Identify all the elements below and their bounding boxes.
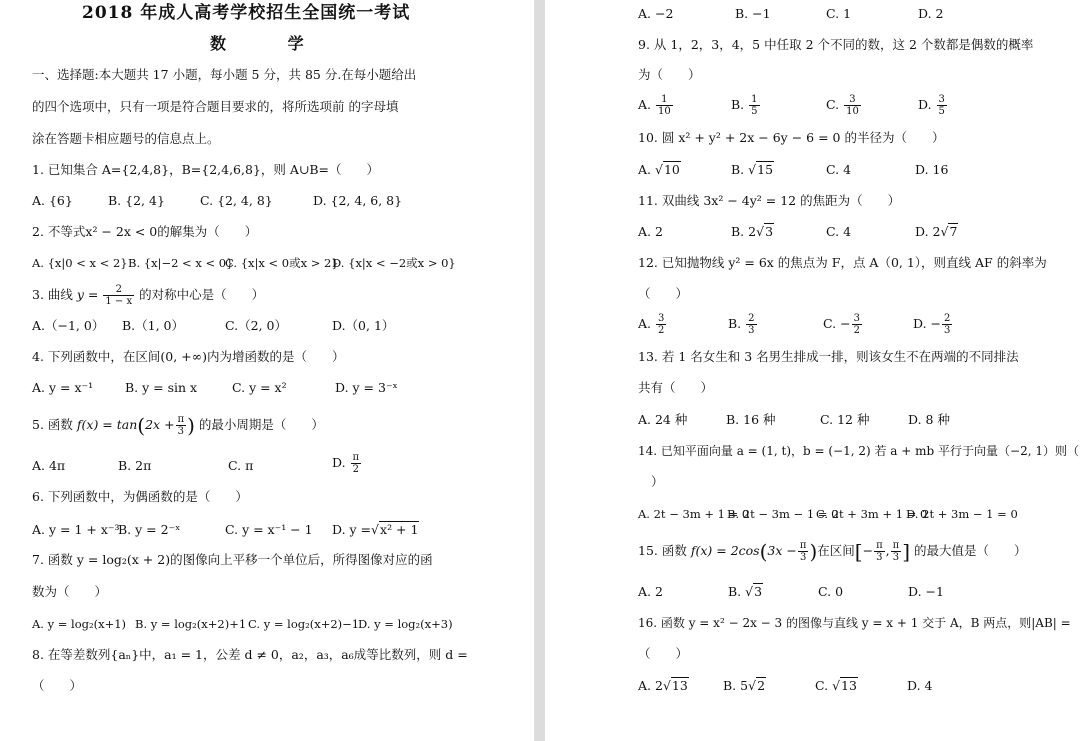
question-16-line-2: （ ） — [638, 646, 689, 661]
q12-b-label: B. — [728, 316, 742, 331]
q3-numerator: 2 — [103, 284, 134, 296]
q9-option-b — [731, 94, 761, 117]
q15-b-label: B. — [728, 584, 742, 599]
q15-option-a: A. 2 — [638, 584, 663, 599]
q3-option-d: D.（0, 1） — [332, 318, 395, 333]
q12-option-b — [728, 313, 758, 336]
q6-d-label: D. y = — [332, 522, 372, 537]
q12-d-numerator: 2 — [944, 313, 951, 324]
q8-option-a: A. −2 — [638, 6, 674, 21]
q15-interval-right-num: π — [892, 540, 900, 551]
q15-interval-sign: − — [862, 543, 874, 558]
q7-option-b: B. y = log₂(x+2)+1 — [135, 617, 247, 631]
sqrt-symbol-icon: √ — [745, 584, 754, 599]
q15-paren-close: ) — [809, 539, 818, 564]
q9-c-label: C. — [826, 97, 840, 112]
q15-bracket-open: [ — [854, 539, 863, 564]
q15-b-radicand: 3 — [754, 584, 763, 599]
question-9-line-1: 9. 从 1，2，3，4，5 中任取 2 个不同的数，这 2 个数都是偶数的概率 — [638, 37, 1034, 52]
question-6: 6. 下列函数中，为偶函数的是（ ） — [32, 489, 248, 504]
q3-option-c: C.（2, 0） — [225, 318, 287, 333]
q16-b-label: B. 5 — [723, 678, 749, 693]
intro-line-3: 涂在答题卡相应题号的信息点上。 — [32, 131, 220, 146]
q8-option-c: C. 1 — [826, 6, 852, 21]
q6-option-a: A. y = 1 + x⁻³ — [32, 522, 120, 537]
q12-b-denominator: 3 — [748, 325, 755, 336]
q9-b-numerator: 1 — [751, 94, 758, 105]
q15-fraction — [798, 540, 809, 563]
q13-option-a: A. 24 种 — [638, 412, 688, 427]
q1-option-c: C. {2, 4, 8} — [200, 193, 273, 208]
q8-option-d: D. 2 — [918, 6, 944, 21]
q11-option-a: A. 2 — [638, 224, 663, 239]
question-16-line-1: 16. 函数 y = x² − 2x − 3 的图像与直线 y = x + 1 交于 A，B 两点，则|AB| = — [638, 616, 1071, 630]
q10-b-label: B. — [731, 162, 745, 177]
q5-option-c: C. π — [228, 458, 254, 473]
q9-option-a — [638, 94, 674, 117]
q15-argument: 3x − — [767, 543, 797, 558]
q15-interval-left-den: 3 — [876, 552, 883, 563]
q7-option-c: C. y = log₂(x+2)−1 — [248, 617, 360, 631]
q3-denominator: 1 − x — [105, 296, 133, 307]
q12-b-fraction — [746, 313, 756, 336]
q15-paren-open: ( — [759, 539, 768, 564]
q10-b-radicand: 15 — [757, 162, 774, 177]
question-14-line-2: ） — [651, 474, 664, 489]
q5-numerator: π — [177, 414, 185, 425]
q16-option-a — [638, 678, 689, 694]
q6-d-radicand: x² + 1 — [380, 522, 419, 537]
q15-interval-left-num: π — [876, 540, 883, 551]
question-9-line-2: 为（ ） — [638, 67, 701, 82]
q12-a-denominator: 2 — [658, 325, 665, 336]
q12-c-label: C. — [823, 316, 837, 331]
q15-interval-right-den: 3 — [892, 552, 900, 563]
q14-option-a: A. 2t − 3m + 1 = 0 — [638, 507, 750, 521]
exam-title: 2018 年成人高考学校招生全国统一考试 — [82, 3, 411, 23]
q9-d-numerator: 3 — [938, 94, 945, 105]
q4-option-d: D. y = 3⁻ˣ — [335, 380, 398, 395]
right-page — [545, 0, 1080, 741]
q10-option-d: D. 16 — [915, 162, 949, 177]
q15-denominator: 3 — [799, 552, 807, 563]
question-2: 2. 不等式x² − 2x < 0的解集为（ ） — [32, 224, 258, 239]
question-7-line-1: 7. 函数 y = log₂(x + 2)的图像向上平移一个单位后，所得图像对应的函 — [32, 552, 433, 567]
q6-option-c: C. y = x⁻¹ − 1 — [225, 522, 313, 537]
q2-option-d: D. {x|x < −2或x > 0} — [332, 256, 456, 270]
q10-a-radicand: 10 — [663, 162, 680, 177]
subject-title: 数 学 — [210, 34, 332, 53]
q12-c-numerator: 3 — [853, 313, 860, 324]
question-13-line-2: 共有（ ） — [638, 380, 714, 395]
q16-a-label: A. 2 — [638, 678, 663, 693]
q4-option-c: C. y = x² — [232, 380, 287, 395]
intro-line-1: 一、选择题:本大题共 17 小题，每小题 5 分，共 85 分.在每小题给出 — [32, 67, 417, 82]
q4-option-a: A. y = x⁻¹ — [32, 380, 94, 395]
q5-paren-close: ) — [187, 413, 195, 438]
q16-a-radicand: 13 — [671, 678, 688, 693]
q12-c-fraction — [852, 313, 862, 336]
q1-option-b: B. {2, 4} — [108, 193, 165, 208]
q11-option-b — [731, 224, 774, 240]
q5-option-d — [332, 452, 362, 475]
sqrt-symbol-icon: √ — [832, 678, 841, 693]
q8-option-b: B. −1 — [735, 6, 771, 21]
q9-a-fraction — [656, 94, 673, 117]
q2-option-a: A. {x|0 < x < 2} — [32, 256, 128, 270]
q16-option-d: D. 4 — [907, 678, 933, 693]
q15-function: f(x) = 2cos — [690, 543, 760, 558]
q15-interval-right — [891, 540, 902, 563]
left-page — [0, 0, 534, 741]
q5-d-label: D. — [332, 455, 346, 470]
q5-prefix: 5. 函数 — [32, 417, 73, 432]
q10-option-b — [731, 162, 774, 178]
q12-d-fraction — [942, 313, 952, 336]
q6-option-d — [332, 522, 419, 538]
q5-fraction — [176, 414, 187, 437]
q11-b-radicand: 3 — [765, 224, 774, 239]
q5-argument: 2x + — [145, 417, 175, 432]
q3-option-a: A.（−1, 0） — [32, 318, 105, 333]
question-13-line-1: 13. 若 1 名女生和 3 名男生排成一排，则该女生不在两端的不同排法 — [638, 349, 1019, 364]
sqrt-symbol-icon: √ — [748, 678, 757, 693]
intro-line-2: 的四个选项中，只有一项是符合题目要求的，将所选项前 的字母填 — [32, 99, 399, 114]
q12-a-numerator: 3 — [658, 313, 665, 324]
q7-option-d: D. y = log₂(x+3) — [358, 617, 453, 631]
q5-function: f(x) = tan — [76, 417, 138, 432]
q2-option-c: C. {x|x < 0或x > 2} — [225, 256, 339, 270]
question-15: 15. 函数 f(x) = 2cos(3x − $\frac{\pi}{3}$ )在区间[− $\frac{\pi}{3}$ , $\frac{\pi}{3}$ ] 的最大值是（ ） — [638, 539, 1027, 564]
q16-c-label: C. — [815, 678, 829, 693]
q15-option-b — [728, 584, 763, 600]
q2-option-b: B. {x|−2 < x < 0} — [128, 256, 234, 270]
question-5 — [32, 414, 324, 437]
q5-d-numerator: π — [352, 452, 360, 463]
q15-suffix: 的最大值是（ ） — [914, 543, 1027, 558]
q10-a-label: A. — [638, 162, 652, 177]
q11-b-label: B. 2 — [731, 224, 757, 239]
q10-option-a — [638, 162, 681, 178]
q5-paren-open: ( — [137, 413, 146, 438]
q9-a-denominator: 10 — [658, 106, 671, 117]
q15-option-d: D. −1 — [908, 584, 944, 599]
q12-option-c — [823, 313, 863, 336]
question-11: 11. 双曲线 3x² − 4y² = 12 的焦距为（ ） — [638, 193, 901, 208]
q14-option-d: D. 2t + 3m − 1 = 0 — [906, 507, 1018, 521]
q9-c-numerator: 3 — [844, 94, 861, 106]
q13-option-c: C. 12 种 — [820, 412, 870, 427]
q12-option-a — [638, 313, 667, 336]
q14-option-c: C. 2t + 3m + 1 = 0 — [816, 507, 928, 521]
q15-bracket-close: ] — [902, 539, 911, 564]
q9-b-label: B. — [731, 97, 745, 112]
q10-option-c: C. 4 — [826, 162, 852, 177]
sqrt-symbol-icon: √ — [756, 224, 765, 239]
q12-a-label: A. — [638, 316, 652, 331]
q9-option-c — [826, 94, 862, 117]
question-14-line-1: 14. 已知平面向量 a = (1, t)，b = (−1, 2) 若 a + mb 平行于向量（−2, 1）则（ — [638, 444, 1079, 458]
q12-d-sign: − — [930, 316, 942, 331]
q15-prefix: 15. 函数 — [638, 543, 687, 558]
question-8-line-2: （ ） — [32, 678, 83, 693]
question-7-line-2: 数为（ ） — [32, 584, 108, 599]
q3-option-b: B.（1, 0） — [122, 318, 185, 333]
q5-suffix: 的最小周期是（ ） — [198, 417, 324, 432]
sqrt-symbol-icon: √ — [655, 162, 663, 177]
q5-d-denominator: 2 — [352, 464, 360, 475]
q15-option-c: C. 0 — [818, 584, 844, 599]
q3-y: y = — [76, 287, 99, 302]
q9-a-numerator: 1 — [656, 94, 673, 106]
q5-option-b: B. 2π — [118, 458, 152, 473]
q9-c-denominator: 10 — [846, 106, 859, 117]
q14-option-b: B. 2t − 3m − 1 = 0 — [727, 507, 839, 521]
q9-d-denominator: 5 — [938, 106, 945, 117]
sqrt-symbol-icon: √ — [748, 162, 757, 177]
q12-c-denominator: 2 — [853, 325, 860, 336]
question-4: 4. 下列函数中，在区间(0, +∞)内为增函数的是（ ） — [32, 349, 345, 364]
q13-option-b: B. 16 种 — [726, 412, 776, 427]
q15-numerator: π — [799, 540, 807, 551]
q7-option-a: A. y = log₂(x+1) — [32, 617, 127, 631]
q11-option-d — [915, 224, 958, 240]
q12-c-sign: − — [840, 316, 851, 331]
q15-middle: 在区间 — [817, 543, 855, 558]
sqrt-symbol-icon: √ — [662, 678, 671, 693]
q11-d-label: D. 2 — [915, 224, 941, 239]
q11-option-c: C. 4 — [826, 224, 852, 239]
q5-denominator: 3 — [177, 426, 185, 437]
q9-d-fraction — [937, 94, 947, 117]
q12-d-label: D. — [913, 316, 927, 331]
sqrt-symbol-icon: √ — [371, 522, 380, 537]
question-3 — [32, 284, 264, 307]
sqrt-symbol-icon: √ — [940, 224, 949, 239]
q16-option-c — [815, 678, 858, 694]
q12-b-numerator: 2 — [748, 313, 755, 324]
q9-d-label: D. — [918, 97, 932, 112]
q3-fraction — [103, 284, 134, 307]
q1-option-a: A. {6} — [32, 193, 73, 208]
question-12-line-2: （ ） — [638, 286, 689, 301]
q5-d-fraction — [351, 452, 362, 475]
q6-option-b: B. y = 2⁻ˣ — [118, 522, 181, 537]
q13-option-d: D. 8 种 — [908, 412, 950, 427]
q5-option-a: A. 4π — [32, 458, 66, 473]
question-1: 1. 已知集合 A={2,4,8}，B={2,4,6,8}，则 A∪B=（ ） — [32, 162, 380, 177]
q3-suffix: 的对称中心是（ ） — [139, 287, 265, 302]
question-8-line-1: 8. 在等差数列{aₙ}中，a₁ = 1，公差 d ≠ 0，a₂，a₃，a₆成等比数列，则 d = — [32, 647, 468, 662]
q15-interval-left — [874, 540, 885, 563]
q9-b-fraction — [749, 94, 759, 117]
q11-d-radicand: 7 — [949, 224, 958, 239]
q1-option-d: D. {2, 4, 6, 8} — [313, 193, 403, 208]
question-10: 10. 圆 x² + y² + 2x − 6y − 6 = 0 的半径为（ ） — [638, 130, 945, 145]
q3-prefix: 3. 曲线 — [32, 287, 73, 302]
q12-d-denominator: 3 — [944, 325, 951, 336]
q9-option-d — [918, 94, 948, 117]
q9-a-label: A. — [638, 97, 652, 112]
q12-option-d — [913, 313, 953, 336]
q4-option-b: B. y = sin x — [125, 380, 198, 395]
q9-c-fraction — [844, 94, 861, 117]
q12-a-fraction — [656, 313, 666, 336]
q16-b-radicand: 2 — [757, 678, 766, 693]
q9-b-denominator: 5 — [751, 106, 758, 117]
question-12-line-1: 12. 已知抛物线 y² = 6x 的焦点为 F，点 A（0, 1），则直线 AF 的斜率为 — [638, 255, 1047, 270]
q16-c-radicand: 13 — [841, 678, 857, 693]
q16-option-b — [723, 678, 766, 694]
